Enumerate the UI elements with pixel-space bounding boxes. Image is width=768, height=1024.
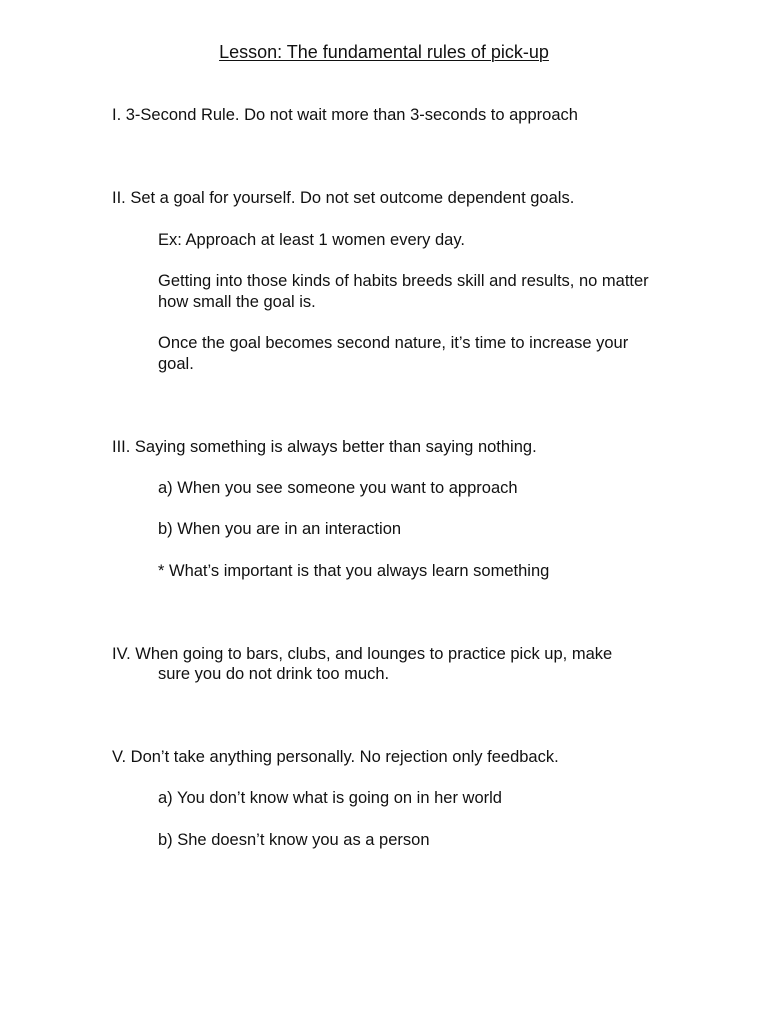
rule-1: I. 3-Second Rule. Do not wait more than 3-seconds to approach: [112, 106, 578, 124]
rule-3-note: * What’s important is that you always learn something: [158, 562, 550, 580]
rule-3-heading: III. Saying something is always better than saying nothing.: [112, 438, 537, 456]
rule-2-paragraph-1: Getting into those kinds of habits breeds skill and results, no matter how small the goal is.: [158, 272, 649, 311]
rule-2-example: Ex: Approach at least 1 women every day.: [158, 231, 465, 249]
rule-4-line-2: sure you do not drink too much.: [158, 665, 390, 683]
rule-3-item-a: a) When you see someone you want to approach: [158, 479, 518, 497]
rule-3-item-b: b) When you are in an interaction: [158, 520, 402, 538]
rule-4-line-1: IV. When going to bars, clubs, and lounges to practice pick up, make: [112, 645, 613, 663]
rule-5-heading: V. Don’t take anything personally. No rejection only feedback.: [112, 748, 559, 766]
rule-5-item-b: b) She doesn’t know you as a person: [158, 831, 430, 849]
rule-5-item-a: a) You don’t know what is going on in her world: [158, 789, 502, 807]
rule-2-paragraph-2: Once the goal becomes second nature, it’s time to increase your goal.: [158, 334, 629, 373]
page-title: Lesson: The fundamental rules of pick-up: [219, 42, 549, 62]
rule-2-heading: II. Set a goal for yourself. Do not set outcome dependent goals.: [112, 189, 575, 207]
